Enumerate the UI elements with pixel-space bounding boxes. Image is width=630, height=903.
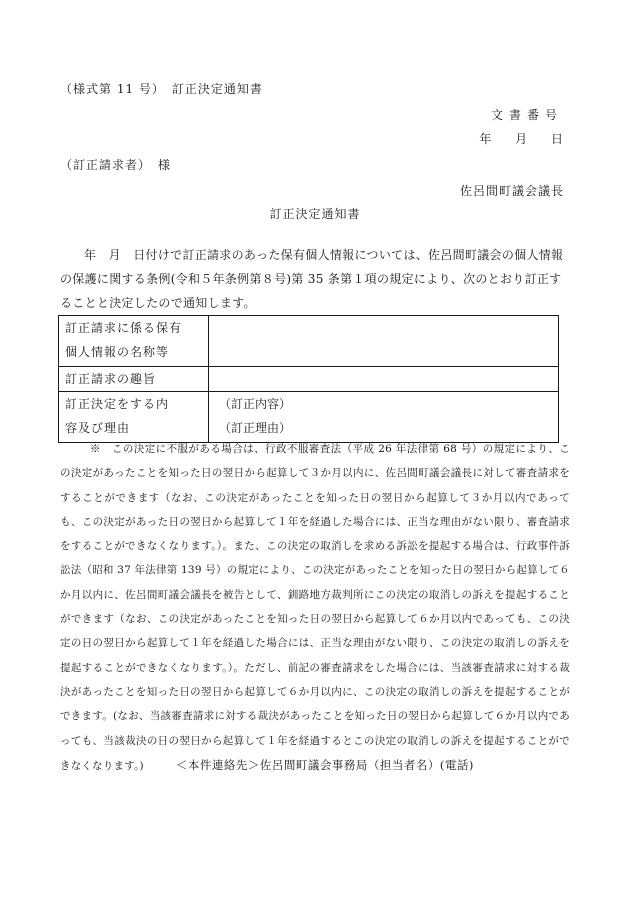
label-line: 訂正請求に係る保有 xyxy=(65,321,183,335)
row-label-decision xyxy=(59,392,209,443)
table-row xyxy=(59,316,559,367)
contact-info: ＜本件連絡先＞佐呂間町議会事務局（担当者名）(電話) xyxy=(175,757,474,772)
row-value-request-purpose xyxy=(209,367,559,392)
row-value-decision xyxy=(209,392,559,443)
row-value-info-name xyxy=(209,316,559,367)
addressee: （訂正請求者） 様 xyxy=(60,158,172,172)
correction-reason: （訂正理由） xyxy=(219,421,292,435)
date-line: 年 月 日 xyxy=(479,132,563,146)
intro-paragraph: 年 月 日付けで訂正請求のあった保有個人情報については、佐呂間町議会の個人情報の保護に関する条例(令和５年条例第８号)第 35 条第１項の規定により、次のとおり訂正することと決定したので通知します。 xyxy=(60,248,564,310)
document-title: 訂正決定通知書 xyxy=(269,207,361,221)
correction-content: （訂正内容） xyxy=(219,397,292,411)
table-row xyxy=(59,367,559,392)
table-row xyxy=(59,392,559,443)
row-label-request-purpose: 訂正請求の趣旨 xyxy=(59,367,209,392)
row-label-info-name xyxy=(59,316,209,367)
form-number-title: （様式第 11 号） 訂正決定通知書 xyxy=(60,82,263,96)
document-number-label: 文書番号 xyxy=(490,108,563,122)
appeal-notice xyxy=(60,437,570,778)
appeal-notice-text: ※ この決定に不服がある場合は、行政不服審査法（平成 26 年法律第 68 号）の規定により、この決定があったことを知った日の翌日から起算して３か月以内に、佐呂間町議会議長に対して審査請求をすることができます（なお、この決定があったことを知った日の翌日から起算して３か月以内であっても、この決定があった日の翌日から起算して１年を経過した場合には、正当な理由がない限り、審査請求をすることができなくなります。）。また、この決定の取消しを求める訴訟を提起する場合は、行政事件訴訟法（昭和 37 年法律第 139 号）の規定により、この決定があったことを知った日の翌日から起算して６か月以内に、佐呂間町議会議長を被告として、釧路地方裁判所にこの決定の取消しの訴えを提起することができます（なお、この決定があったことを知った日の翌日から起算して６か月以内であっても、この決定の日の翌日から起算して１年を経過した場合には、正当な理由がない限り、この決定の取消しの訴えを提起することができなくなります。）。ただし、前記の審査請求をした場合には、当該審査請求に対する裁決があったことを知った日の翌日から起算して６か月以内に、この決定の取消しの訴えを提起することができます。(なお、当該審査請求に対する裁決があったことを知った日の翌日から起算して６か月以内であっても、当該裁決の日の翌日から起算して１年を経過するとこの決定の取消しの訴えを提起することができなくなります。) xyxy=(60,443,570,772)
correction-info-table xyxy=(58,315,559,443)
label-line: 訂正決定をする内 xyxy=(65,397,170,411)
issuer: 佐呂間町議会議長 xyxy=(459,184,564,198)
label-line: 個人情報の名称等 xyxy=(65,345,170,359)
label-line: 容及び理由 xyxy=(65,421,131,435)
